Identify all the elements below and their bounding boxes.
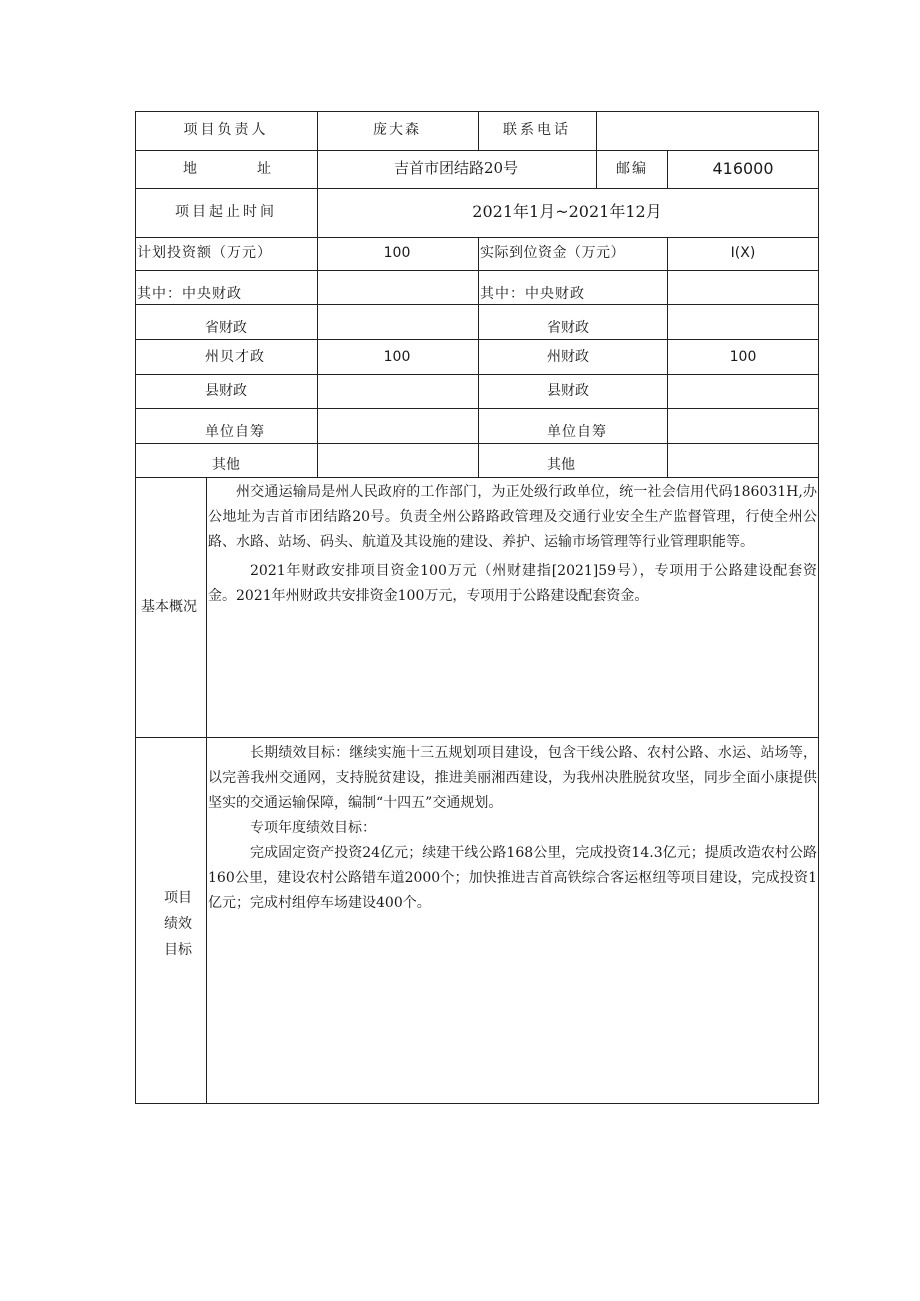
goals-label-line: 绩效 [164,916,192,932]
state-finance-label: 州财政 [547,349,589,365]
actual-funds-value: I(X) [730,245,756,261]
col-divider [206,477,207,1104]
phone-label: 联系电话 [503,122,571,138]
row-divider [135,304,819,305]
state-finance-value: 100 [729,349,757,365]
central-finance-label: 其中：中央财政 [480,286,585,302]
manager-value: 庞大森 [373,122,421,138]
state-finance-label: 州贝才政 [205,349,265,365]
overview-label: 基本概况 [141,599,197,615]
period-value: 2021年1月~2021年12月 [472,202,662,221]
col-divider [596,111,597,151]
provincial-finance-label: 省财政 [547,320,589,336]
goals-label-line: 目标 [164,942,192,958]
long-term-goal: 长期绩效目标：继续实施十三五规划项目建设，包含干线公路、农村公路、水运、站场等，以完善我州交通网，支持脱贫建设，推进美丽湘西建设，为我州决胜脱贫攻坚，同步全面小康提供坚实的交通运输保障，编制“十四五”交通规划。 [208,745,817,811]
address-label: 址 [257,161,271,177]
col-divider [667,150,668,188]
other-funds-label: 其他 [547,457,575,473]
period-label: 项目起止时间 [175,204,277,220]
county-finance-label: 县财政 [547,383,589,399]
col-divider [317,188,318,237]
row-divider [135,150,819,151]
goals-label [158,885,198,963]
col-divider [478,237,479,477]
county-finance-label: 县财政 [205,383,247,399]
address-value: 吉首市团结路20号 [393,159,519,177]
goals-text [208,741,817,916]
row-divider [135,408,819,409]
row-divider [135,737,819,738]
col-divider [317,111,318,188]
row-divider [135,443,819,444]
self-funded-label: 单位自筹 [547,424,607,440]
row-divider [135,477,819,478]
planned-investment-label: 计划投资额（万元） [137,245,272,261]
postcode-value: 416000 [712,159,774,178]
goals-label-line: 项目 [164,890,192,906]
manager-label: 项目负责人 [183,122,269,138]
col-divider [596,150,597,188]
postcode-label: 邮编 [616,161,648,177]
planned-investment-value: 100 [383,245,411,261]
annual-goal-title: 专项年度绩效目标： [250,820,376,836]
col-divider [317,237,318,477]
row-divider [135,188,819,189]
overview-text [208,480,817,609]
central-finance-label: 其中：中央财政 [137,286,242,302]
annual-goal-text: 完成固定资产投资24亿元；续建干线公路168公里，完成投资14.3亿元；提质改造农村公路160公里，建设农村公路错车道2000个；加快推进吉首高铁综合客运枢纽等项目建设，完成投资1亿元；完成村组停车场建设400个。 [208,845,817,911]
address-label: 地 [183,161,197,177]
col-divider [478,111,479,151]
col-divider [667,237,668,477]
row-divider [135,237,819,238]
row-divider [135,270,819,271]
row-divider [135,339,819,340]
row-divider [135,374,819,375]
state-finance-value: 100 [383,349,411,365]
actual-funds-label: 实际到位资金（万元） [480,245,625,261]
self-funded-label: 单位自筹 [205,424,265,440]
overview-paragraph: 2021年财政安排项目资金100万元（州财建指[2021]59号），专项用于公路建设配套资金。2021年州财政共安排资金100万元，专项用于公路建设配套资金。 [208,563,817,604]
provincial-finance-label: 省财政 [205,320,247,336]
overview-paragraph: 州交通运输局是州人民政府的工作部门，为正处级行政单位，统一社会信用代码186031H,办公地址为吉首市团结路20号。负责全州公路路政管理及交通行业安全生产监督管理，行使全州公路、水路、站场、码头、航道及其设施的建设、养护、运输市场管理等行业管理职能等。 [208,484,817,550]
other-funds-label: 其他 [212,457,240,473]
